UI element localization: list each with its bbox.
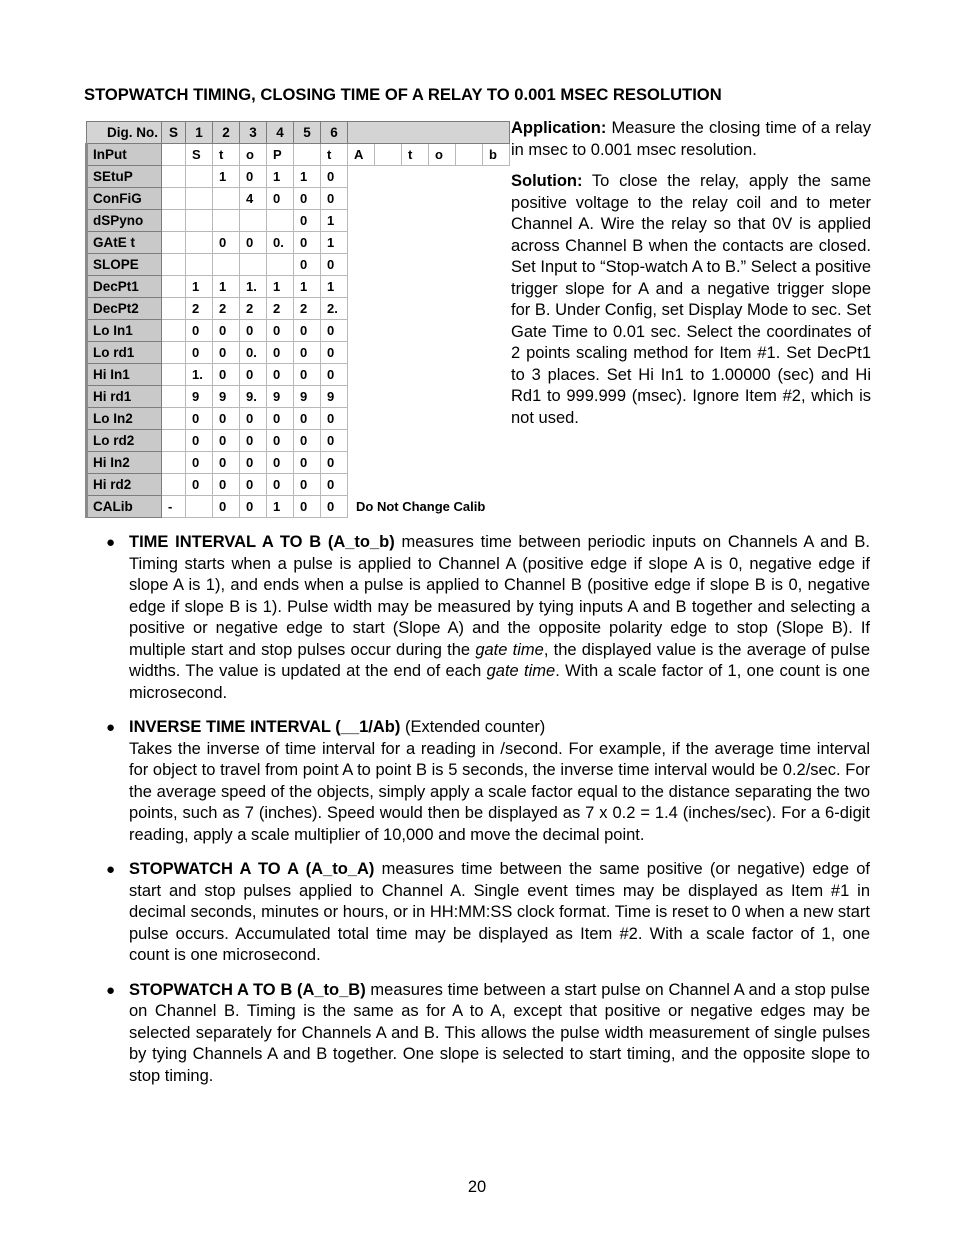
digit-cell <box>240 254 267 276</box>
item-emphasis: gate time <box>486 662 556 680</box>
parameter-name: Lo rd2 <box>87 430 162 452</box>
digit-cell: 1. <box>240 276 267 298</box>
column-header: Dig. No. <box>87 122 162 144</box>
digit-cell: 0 <box>294 452 321 474</box>
row-spacer <box>348 408 510 430</box>
parameter-name: CALib <box>87 496 162 518</box>
row-spacer <box>348 430 510 452</box>
table-row <box>87 452 510 474</box>
row-spacer <box>348 254 510 276</box>
digit-cell: 0 <box>240 232 267 254</box>
digit-cell <box>162 452 186 474</box>
digit-cell: 0 <box>321 254 348 276</box>
digit-cell: 0 <box>321 166 348 188</box>
table-header-row <box>87 122 510 144</box>
digit-cell: 2 <box>240 298 267 320</box>
digit-cell: 2 <box>294 298 321 320</box>
digit-cell <box>240 210 267 232</box>
digit-cell: 0 <box>213 342 240 364</box>
extended-digit-cell: t <box>402 144 429 166</box>
digit-cell <box>162 276 186 298</box>
row-spacer <box>348 320 510 342</box>
digit-cell: 9. <box>240 386 267 408</box>
header-spacer <box>348 122 510 144</box>
row-spacer <box>348 276 510 298</box>
digit-cell <box>186 166 213 188</box>
table-row <box>87 298 510 320</box>
digit-cell: 0 <box>294 430 321 452</box>
row-spacer <box>348 342 510 364</box>
digit-cell: 0 <box>321 188 348 210</box>
column-header: S <box>162 122 186 144</box>
digit-cell <box>186 232 213 254</box>
table-row <box>87 474 510 496</box>
solution-label: Solution: <box>511 172 583 190</box>
digit-cell <box>162 474 186 496</box>
digit-cell: 0 <box>294 342 321 364</box>
parameter-name: dSPyno <box>87 210 162 232</box>
digit-cell: 1 <box>267 166 294 188</box>
digit-cell: 0 <box>213 496 240 518</box>
digit-cell <box>162 188 186 210</box>
parameter-name: SLOPE <box>87 254 162 276</box>
item-text: measures time between periodic inputs on Channels A and B. Timing starts when a pulse is applied to Channel A (positive edge if slope A is 0, negative edge if slope A is 1), and ends when a pulse is applied to Channel B (positive edge if slope B is 0, negative edge if slope B is 1). Pulse width may be measured by tying inputs A and B together and selecting a positive or negative edge to start (Slope A) and the opposite polarity edge to stop (Slope B). If multiple start and stop pulses occur during the <box>129 533 870 659</box>
digit-cell: 0 <box>321 474 348 496</box>
digit-cell <box>186 210 213 232</box>
digit-cell: 2 <box>213 298 240 320</box>
parameter-name: InPut <box>87 144 162 166</box>
digit-cell: o <box>240 144 267 166</box>
digit-cell: 2 <box>186 298 213 320</box>
digit-cell: 1 <box>321 276 348 298</box>
parameter-name: Hi rd2 <box>87 474 162 496</box>
row-note: Do Not Change Calib <box>356 499 486 514</box>
item-text: , the displayed value is the average of pulse widths. The value is updated at the end of each <box>129 640 870 680</box>
digit-cell: 0 <box>240 452 267 474</box>
bullet-icon: ● <box>106 719 116 736</box>
digit-cell: 0 <box>267 452 294 474</box>
digit-cell <box>294 144 321 166</box>
digit-cell: 9 <box>294 386 321 408</box>
solution-text: To close the relay, apply the same positive voltage to the relay coil and to meter Channel A. Wire the relay so that 0V is applied across Channel B when the contacts are closed. Set Input to “Stop-watch A to B.” Select a positive trigger slope for A and a negative trigger slope for B. Under Config, set Display Mode to sec. Set Gate Time to 0.01 sec. Select the coordinates of 2 points scaling method for Item #1. Set DecPt1 to 3 places. Set Hi In1 to 1.00000 (sec) and Hi Rd1 to 999.999 (msec). Ignore Item #2, which is not used. <box>511 172 871 427</box>
digit-cell: 1 <box>321 210 348 232</box>
parameter-name: ConFiG <box>87 188 162 210</box>
digit-cell: t <box>321 144 348 166</box>
list-item-time-interval <box>106 532 870 704</box>
column-header: 5 <box>294 122 321 144</box>
bullet-icon: ● <box>106 861 116 878</box>
digit-cell: 1 <box>267 496 294 518</box>
item-text: . With a scale factor of 1, one count is one microsecond. <box>129 662 870 702</box>
digit-cell: 0 <box>294 474 321 496</box>
item-title: STOPWATCH A TO B (A_to_B) <box>129 980 366 999</box>
extended-digit-cell: o <box>429 144 456 166</box>
digit-cell: 4 <box>240 188 267 210</box>
digit-cell <box>162 144 186 166</box>
digit-cell: 2. <box>321 298 348 320</box>
digit-cell: 0 <box>240 320 267 342</box>
digit-cell: 0 <box>240 364 267 386</box>
digit-cell <box>162 166 186 188</box>
digit-cell: 0 <box>240 430 267 452</box>
parameter-name: Hi In1 <box>87 364 162 386</box>
table-row <box>87 320 510 342</box>
item-title: TIME INTERVAL A TO B (A_to_b) <box>129 533 395 551</box>
column-header: 6 <box>321 122 348 144</box>
digit-cell: 0 <box>294 254 321 276</box>
table-row <box>87 144 510 166</box>
digit-cell: 0 <box>213 232 240 254</box>
row-spacer <box>348 474 510 496</box>
application-paragraph <box>511 118 871 161</box>
digit-cell: 0 <box>267 364 294 386</box>
extended-digit-cell: b <box>483 144 510 166</box>
table-row <box>87 210 510 232</box>
digit-cell: 0 <box>321 496 348 518</box>
digit-cell <box>162 386 186 408</box>
application-text: Measure the closing time of a relay in msec to 0.001 msec resolution. <box>511 119 871 159</box>
parameter-name: Lo In1 <box>87 320 162 342</box>
digit-cell: 0. <box>240 342 267 364</box>
digit-cell: 1 <box>294 166 321 188</box>
row-spacer <box>348 210 510 232</box>
digit-cell: 0 <box>294 210 321 232</box>
digit-cell <box>162 342 186 364</box>
bullet-icon: ● <box>106 981 116 999</box>
application-label: Application: <box>511 119 607 137</box>
column-header: 3 <box>240 122 267 144</box>
row-spacer <box>348 386 510 408</box>
digit-cell: 0 <box>186 474 213 496</box>
digit-cell: 1 <box>186 276 213 298</box>
column-header: 1 <box>186 122 213 144</box>
item-subtitle: (Extended counter) <box>400 718 546 736</box>
table-row <box>87 188 510 210</box>
row-spacer <box>348 232 510 254</box>
parameter-name: Hi rd1 <box>87 386 162 408</box>
digit-cell: 0 <box>321 452 348 474</box>
settings-table <box>85 121 510 518</box>
digit-cell: 0 <box>321 320 348 342</box>
digit-cell: 0 <box>213 452 240 474</box>
digit-cell: 0 <box>267 342 294 364</box>
row-spacer <box>348 188 510 210</box>
digit-cell: 0 <box>240 408 267 430</box>
digit-cell: 0 <box>321 408 348 430</box>
digit-cell <box>162 320 186 342</box>
parameter-name: GAtE t <box>87 232 162 254</box>
row-spacer <box>348 298 510 320</box>
digit-cell: 0 <box>294 496 321 518</box>
extended-digit-cell <box>456 144 483 166</box>
digit-cell <box>162 364 186 386</box>
table-row <box>87 386 510 408</box>
item-title: STOPWATCH A TO A (A_to_A) <box>129 860 375 878</box>
digit-cell <box>162 254 186 276</box>
extended-digit-cell: A <box>348 144 375 166</box>
digit-cell: 0 <box>294 364 321 386</box>
list-item-stopwatch-a-to-b <box>106 980 870 1088</box>
digit-cell <box>186 254 213 276</box>
digit-cell: 0 <box>186 430 213 452</box>
digit-cell: 0 <box>267 320 294 342</box>
item-emphasis: gate time <box>475 640 544 659</box>
digit-cell: 2 <box>267 298 294 320</box>
digit-cell <box>162 232 186 254</box>
digit-cell: 0 <box>321 364 348 386</box>
table-row <box>87 166 510 188</box>
digit-cell: 9 <box>267 386 294 408</box>
digit-cell: 0 <box>294 232 321 254</box>
list-item-stopwatch-a-to-a <box>106 859 870 967</box>
digit-cell <box>162 430 186 452</box>
digit-cell <box>213 188 240 210</box>
list-item-inverse-time-interval <box>106 717 870 846</box>
solution-paragraph <box>511 171 871 429</box>
parameter-name: SEtuP <box>87 166 162 188</box>
digit-cell: 0 <box>186 408 213 430</box>
table-row <box>87 276 510 298</box>
digit-cell <box>213 210 240 232</box>
digit-cell: 0 <box>186 452 213 474</box>
parameter-name: Lo rd1 <box>87 342 162 364</box>
digit-cell: 1 <box>213 166 240 188</box>
digit-cell: 1 <box>321 232 348 254</box>
parameter-name: DecPt1 <box>87 276 162 298</box>
digit-cell: 0 <box>267 408 294 430</box>
item-text: Takes the inverse of time interval for a reading in /second. For example, if the average time interval for object to travel from point A to point B is 5 seconds, the inverse time interval would be 0.2/sec. For the average speed of the objects, simply apply a scale factor equal to the distance separating the two points, such as 7 (inches). Speed would then be displayed as 7 x 0.2 = 1.4 (inches/sec). For a 6-digit reading, apply a scale multiplier of 10,000 and move the decimal point. <box>129 739 870 844</box>
digit-cell: 1 <box>213 276 240 298</box>
digit-cell: 0 <box>213 364 240 386</box>
digit-cell: 0 <box>321 430 348 452</box>
table-row <box>87 364 510 386</box>
table-row <box>87 232 510 254</box>
digit-cell: 0 <box>240 474 267 496</box>
digit-cell: 0 <box>213 474 240 496</box>
digit-cell: S <box>186 144 213 166</box>
digit-cell: 9 <box>321 386 348 408</box>
section-heading: STOPWATCH TIMING, CLOSING TIME OF A RELAY TO 0.001 MSEC RESOLUTION <box>84 85 722 104</box>
digit-cell: 9 <box>213 386 240 408</box>
mode-list <box>106 532 870 1100</box>
digit-cell <box>186 188 213 210</box>
digit-cell: 0 <box>267 474 294 496</box>
digit-cell: 1 <box>294 276 321 298</box>
digit-cell: 0 <box>321 342 348 364</box>
digit-cell: 0 <box>186 320 213 342</box>
digit-cell <box>186 496 213 518</box>
digit-cell: 0 <box>213 408 240 430</box>
digit-cell: 0 <box>267 430 294 452</box>
extended-digit-cell <box>375 144 402 166</box>
row-spacer <box>348 166 510 188</box>
digit-cell <box>267 254 294 276</box>
item-text: measures time between a start pulse on Channel A and a stop pulse on Channel B. Timing is the same as for A to A, except that positive or negative edges may be selected separately for Channels A and B. This allows the pulse width measurement of single pulses by tying Channels A and B together. One slope is selected to start timing, and the opposite slope to stop timing. <box>129 980 870 1085</box>
digit-cell: 9 <box>186 386 213 408</box>
digit-cell <box>213 254 240 276</box>
digit-cell: 0 <box>213 320 240 342</box>
parameter-name: Lo In2 <box>87 408 162 430</box>
digit-cell <box>162 408 186 430</box>
item-title: INVERSE TIME INTERVAL (__1/Ab) <box>129 718 401 736</box>
table-row <box>87 496 510 518</box>
item-text: measures time between the same positive (or negative) edge of start and stop pulses applied to Channel A. Single event times may be displayed as Item #1 in decimal seconds, minutes or hours, or in HH:MM:SS clock format. Time is reset to 0 when a new start pulse occurs. Accumulated total time may be displayed as Item #2. With a scale factor of 1, one count is one microsecond. <box>129 860 870 964</box>
row-spacer <box>348 452 510 474</box>
digit-cell: 0 <box>240 166 267 188</box>
digit-cell <box>162 210 186 232</box>
parameter-name: Hi In2 <box>87 452 162 474</box>
digit-cell <box>162 298 186 320</box>
digit-cell: 0 <box>267 188 294 210</box>
column-header: 2 <box>213 122 240 144</box>
digit-cell: P <box>267 144 294 166</box>
digit-cell: 0 <box>294 320 321 342</box>
digit-cell: 1 <box>267 276 294 298</box>
digit-cell: 0 <box>213 430 240 452</box>
digit-cell <box>267 210 294 232</box>
table-row <box>87 430 510 452</box>
digit-cell: 0 <box>294 408 321 430</box>
digit-cell: 0 <box>186 342 213 364</box>
row-spacer <box>348 364 510 386</box>
bullet-icon: ● <box>106 534 116 551</box>
column-header: 4 <box>267 122 294 144</box>
table-row <box>87 342 510 364</box>
digit-cell: - <box>162 496 186 518</box>
digit-cell: 0 <box>294 188 321 210</box>
digit-cell: 0. <box>267 232 294 254</box>
table-row <box>87 254 510 276</box>
parameter-name: DecPt2 <box>87 298 162 320</box>
page-number: 20 <box>467 1178 487 1196</box>
digit-cell: 0 <box>240 496 267 518</box>
digit-cell: 1. <box>186 364 213 386</box>
digit-cell: t <box>213 144 240 166</box>
table-row <box>87 408 510 430</box>
